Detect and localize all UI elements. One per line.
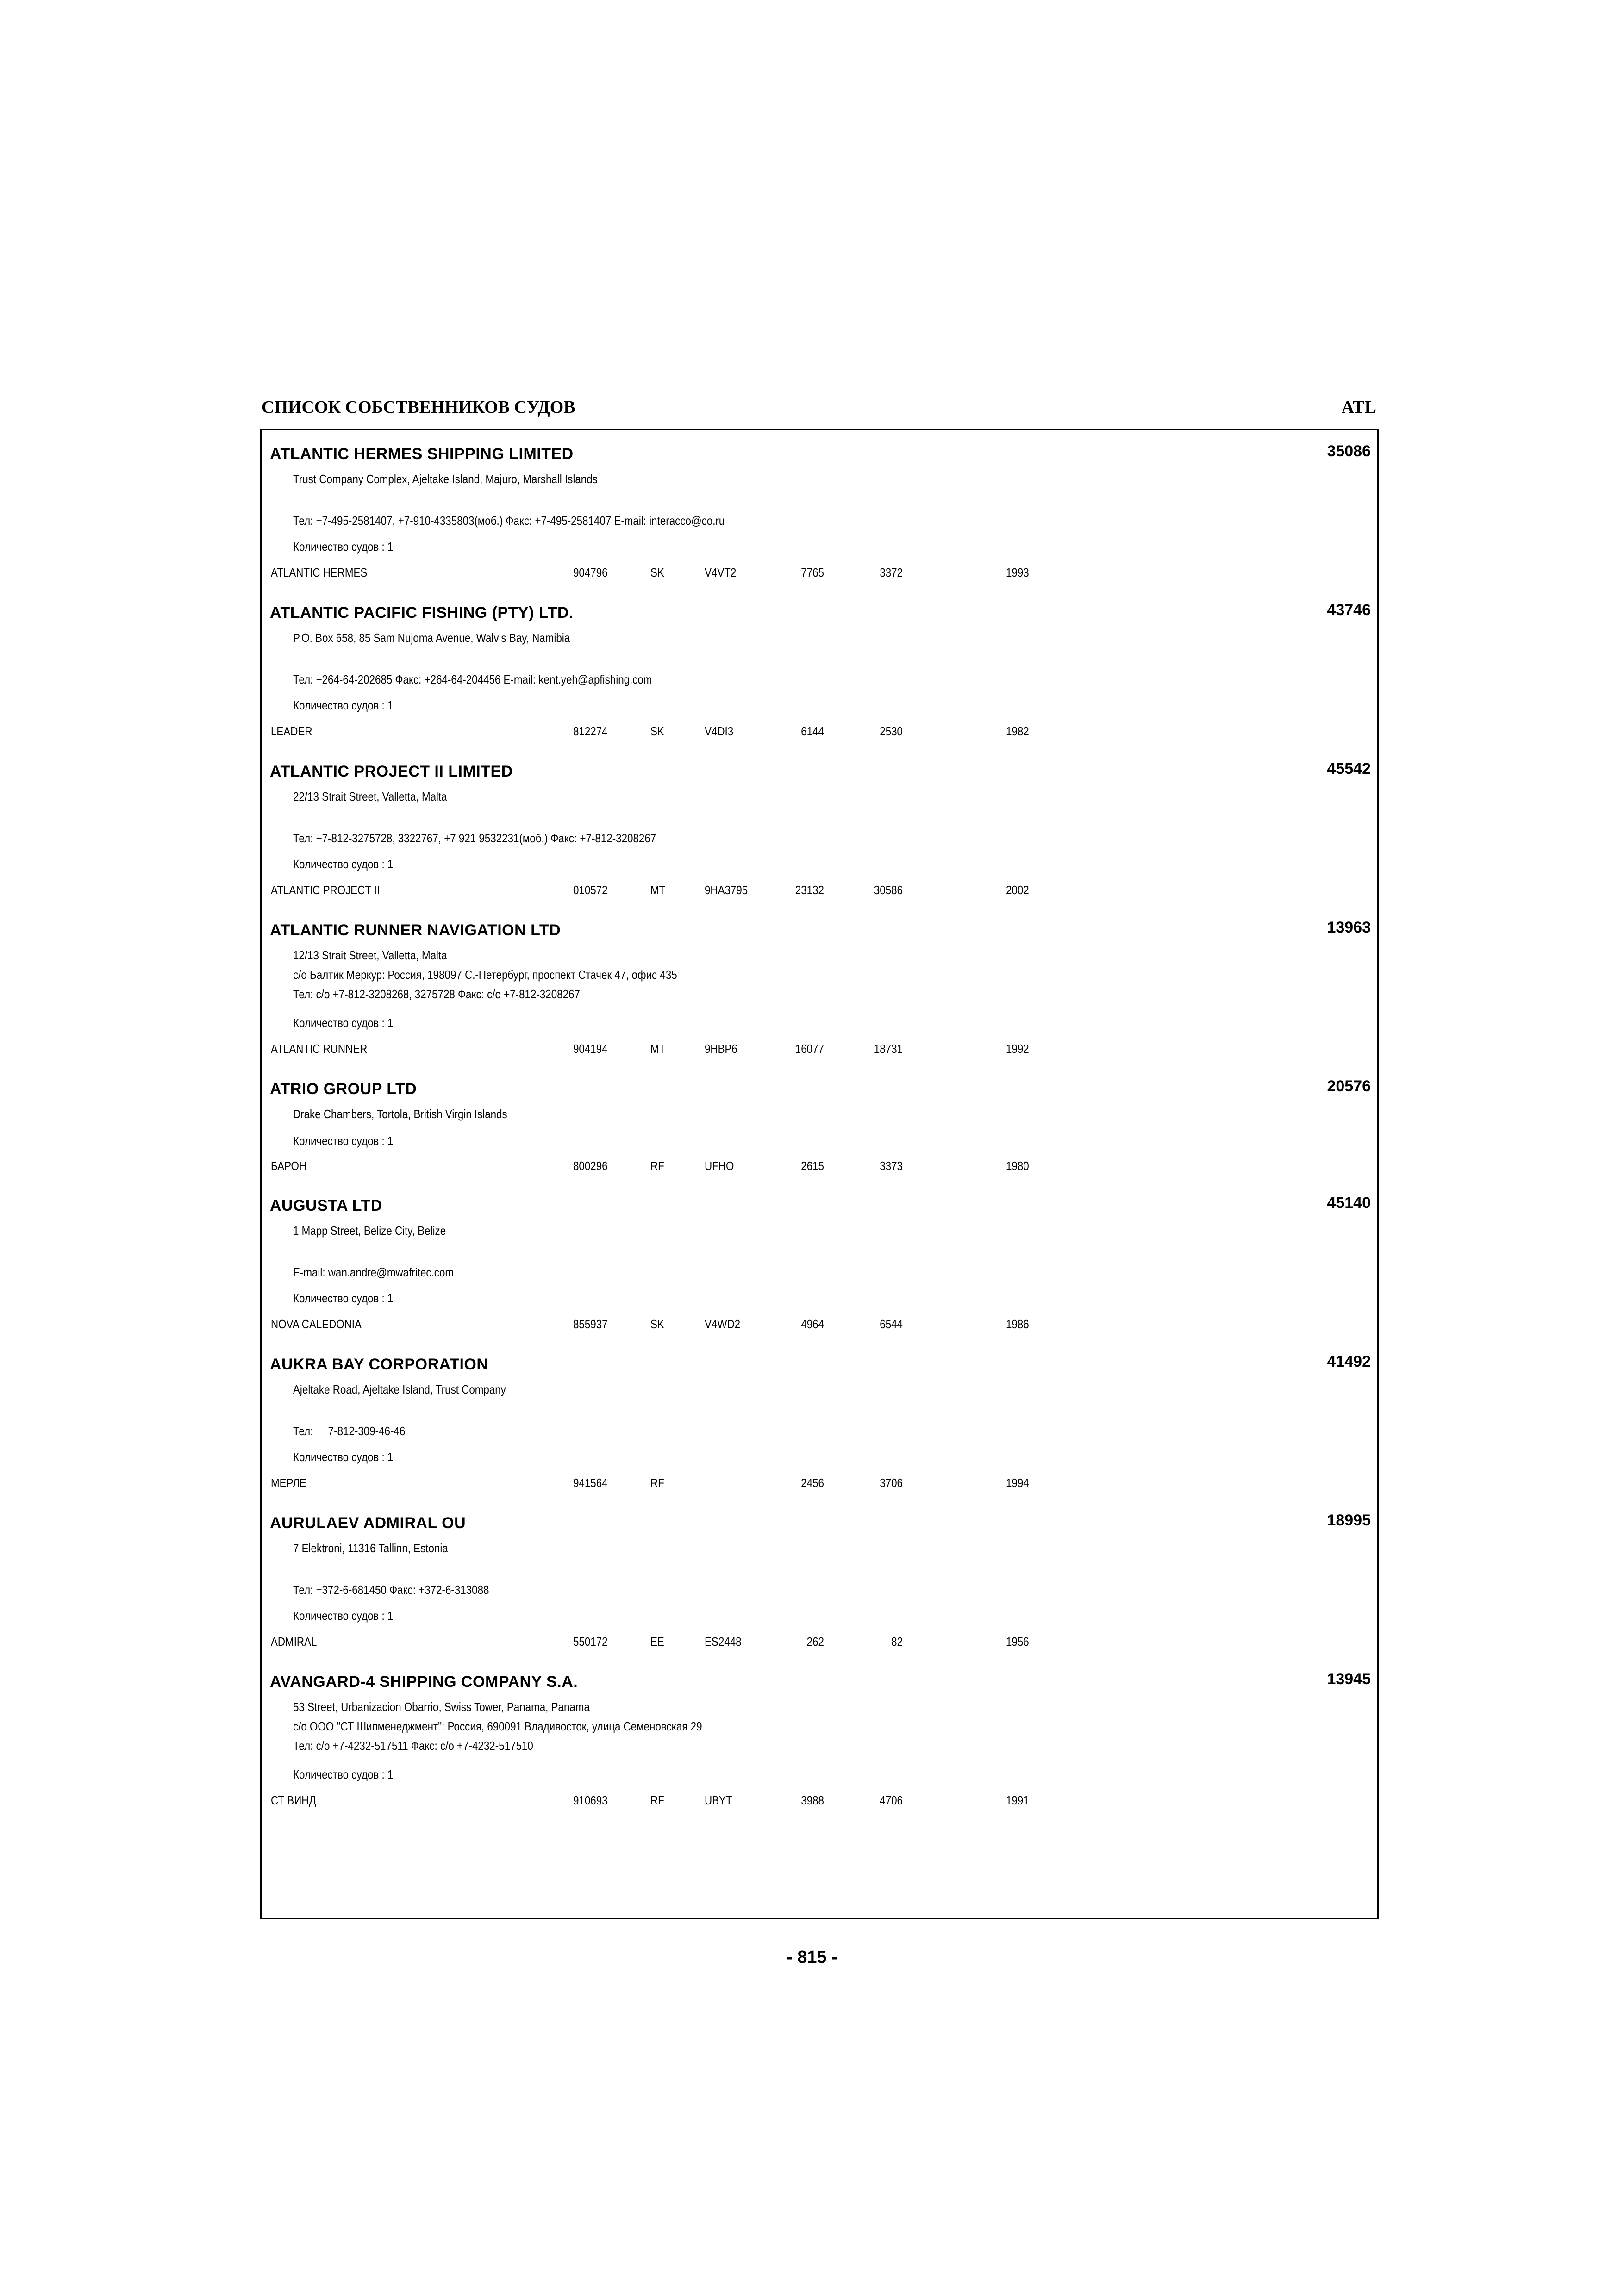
ship-flag: SK: [650, 566, 664, 579]
owner-id: 18995: [1327, 1512, 1371, 1529]
owner-id: 13945: [1327, 1670, 1371, 1688]
ship-flag: EE: [650, 1635, 664, 1649]
ship-row: [262, 1317, 1377, 1332]
ship-callsign: 9HA3795: [705, 883, 748, 897]
ship-tonnage: 16077: [795, 1042, 824, 1056]
ship-name: ATLANTIC RUNNER: [271, 1042, 368, 1056]
ship-flag: RF: [650, 1793, 664, 1807]
ship-deadweight: 82: [891, 1635, 903, 1649]
owner-address: 12/13 Strait Street, Valletta, Malta: [293, 948, 447, 962]
ship-number: 550172: [573, 1635, 608, 1649]
ship-row: [262, 1635, 1377, 1649]
ship-number: 812274: [573, 724, 608, 738]
ship-row: [262, 1042, 1377, 1057]
page-title: СПИСОК СОБСТВЕННИКОВ СУДОВ: [262, 398, 575, 417]
owner-id: 43746: [1327, 601, 1371, 619]
owner-name: ATRIO GROUP LTD: [270, 1080, 417, 1098]
ship-year: 1982: [1006, 724, 1029, 738]
vessel-count: Количество судов : 1: [293, 1134, 394, 1148]
vessel-count: Количество судов : 1: [293, 540, 394, 554]
owner-address: 1 Mapp Street, Belize City, Belize: [293, 1224, 446, 1238]
ship-tonnage: 23132: [795, 883, 824, 897]
owner-list-frame: [260, 429, 1379, 1919]
owner-contacts: Тел: +7-812-3275728, 3322767, +7 921 9532231(моб.) Факс: +7-812-3208267: [293, 831, 656, 845]
ship-tonnage: 2615: [801, 1159, 824, 1173]
ship-deadweight: 4706: [880, 1793, 903, 1807]
owner-name: ATLANTIC PROJECT II LIMITED: [270, 763, 513, 780]
ship-tonnage: 2456: [801, 1476, 824, 1490]
owner-contacts: Тел: +264-64-202685 Факс: +264-64-204456 E-mail: kent.yeh@apfishing.com: [293, 672, 652, 686]
owner-agent: c/o ООО "СТ Шипменеджмент": Россия, 690091 Владивосток, улица Семеновская 29: [293, 1719, 702, 1733]
vessel-count: Количество судов : 1: [293, 1609, 394, 1623]
ship-deadweight: 6544: [880, 1317, 903, 1331]
ship-deadweight: 2530: [880, 724, 903, 738]
ship-tonnage: 262: [806, 1635, 824, 1649]
ship-name: ADMIRAL: [271, 1635, 317, 1649]
owner-id: 41492: [1327, 1353, 1371, 1370]
ship-tonnage: 3988: [801, 1793, 824, 1807]
ship-year: 1992: [1006, 1042, 1029, 1056]
ship-name: МЕРЛЕ: [271, 1476, 306, 1490]
owner-id: 13963: [1327, 919, 1371, 936]
owner-name: AUGUSTA LTD: [270, 1197, 382, 1214]
ship-tonnage: 6144: [801, 724, 824, 738]
section-code: ATL: [1341, 398, 1376, 417]
page-number: - 815 -: [787, 1948, 837, 1967]
ship-row: [262, 1793, 1377, 1808]
vessel-count: Количество судов : 1: [293, 1016, 394, 1030]
ship-year: 1980: [1006, 1159, 1029, 1173]
ship-flag: RF: [650, 1476, 664, 1490]
owner-id: 45140: [1327, 1194, 1371, 1212]
ship-flag: MT: [650, 1042, 666, 1056]
ship-number: 904796: [573, 566, 608, 579]
ship-flag: RF: [650, 1159, 664, 1173]
ship-number: 904194: [573, 1042, 608, 1056]
ship-callsign: V4DI3: [705, 724, 734, 738]
ship-name: NOVA CALEDONIA: [271, 1317, 362, 1331]
ship-deadweight: 3373: [880, 1159, 903, 1173]
owner-name: ATLANTIC PACIFIC FISHING (PTY) LTD.: [270, 604, 574, 622]
owner-id: 35086: [1327, 442, 1371, 460]
owner-name: ATLANTIC HERMES SHIPPING LIMITED: [270, 445, 574, 463]
ship-year: 1986: [1006, 1317, 1029, 1331]
ship-deadweight: 3372: [880, 566, 903, 579]
vessel-count: Количество судов : 1: [293, 1291, 394, 1305]
owner-address: 53 Street, Urbanizacion Obarrio, Swiss Tower, Panama, Panama: [293, 1700, 590, 1714]
ship-callsign: 9HBP6: [705, 1042, 737, 1056]
owner-contacts: Тел: +372-6-681450 Факс: +372-6-313088: [293, 1583, 489, 1597]
ship-row: [262, 566, 1377, 580]
ship-callsign: ES2448: [705, 1635, 742, 1649]
ship-flag: SK: [650, 1317, 664, 1331]
owner-address: Trust Company Complex, Ajeltake Island, Majuro, Marshall Islands: [293, 472, 598, 486]
ship-name: СТ ВИНД: [271, 1793, 316, 1807]
owner-name: ATLANTIC RUNNER NAVIGATION LTD: [270, 921, 561, 939]
ship-tonnage: 7765: [801, 566, 824, 579]
owner-contacts: Тел: +7-495-2581407, +7-910-4335803(моб.) Факс: +7-495-2581407 E-mail: interacco@co.ru: [293, 514, 725, 528]
ship-callsign: V4WD2: [705, 1317, 741, 1331]
ship-year: 1956: [1006, 1635, 1029, 1649]
owner-agent: c/o Балтик Меркур: Россия, 198097 С.-Петербург, проспект Стачек 47, офис 435: [293, 968, 677, 982]
ship-name: ATLANTIC PROJECT II: [271, 883, 380, 897]
ship-deadweight: 18731: [874, 1042, 903, 1056]
ship-tonnage: 4964: [801, 1317, 824, 1331]
ship-row: [262, 883, 1377, 898]
owner-address: Ajeltake Road, Ajeltake Island, Trust Company: [293, 1382, 506, 1396]
ship-number: 941564: [573, 1476, 608, 1490]
owner-contacts: Тел: c/o +7-4232-517511 Факс: c/o +7-4232-517510: [293, 1739, 533, 1753]
ship-deadweight: 3706: [880, 1476, 903, 1490]
ship-number: 910693: [573, 1793, 608, 1807]
ship-row: [262, 1476, 1377, 1491]
ship-callsign: UBYT: [705, 1793, 732, 1807]
vessel-count: Количество судов : 1: [293, 857, 394, 871]
vessel-count: Количество судов : 1: [293, 1767, 394, 1781]
ship-deadweight: 30586: [874, 883, 903, 897]
ship-year: 2002: [1006, 883, 1029, 897]
ship-year: 1994: [1006, 1476, 1029, 1490]
ship-year: 1991: [1006, 1793, 1029, 1807]
owner-address: P.O. Box 658, 85 Sam Nujoma Avenue, Walvis Bay, Namibia: [293, 631, 570, 645]
ship-name: БАРОН: [271, 1159, 307, 1173]
ship-flag: SK: [650, 724, 664, 738]
ship-year: 1993: [1006, 566, 1029, 579]
ship-name: LEADER: [271, 724, 312, 738]
owner-name: AURULAEV ADMIRAL OU: [270, 1514, 466, 1532]
ship-callsign: V4VT2: [705, 566, 737, 579]
ship-number: 855937: [573, 1317, 608, 1331]
ship-number: 010572: [573, 883, 608, 897]
vessel-count: Количество судов : 1: [293, 698, 394, 712]
ship-name: ATLANTIC HERMES: [271, 566, 368, 579]
owner-contacts: Тел: c/o +7-812-3208268, 3275728 Факс: c/o +7-812-3208267: [293, 987, 580, 1001]
owner-address: 22/13 Strait Street, Valletta, Malta: [293, 790, 447, 803]
owner-id: 45542: [1327, 760, 1371, 778]
ship-callsign: UFHO: [705, 1159, 734, 1173]
ship-row: [262, 724, 1377, 739]
owner-contacts: Тел: ++7-812-309-46-46: [293, 1424, 406, 1438]
ship-row: [262, 1159, 1377, 1174]
owner-contacts: E-mail: wan.andre@mwafritec.com: [293, 1265, 454, 1279]
owner-name: AVANGARD-4 SHIPPING COMPANY S.A.: [270, 1673, 578, 1691]
vessel-count: Количество судов : 1: [293, 1450, 394, 1464]
owner-id: 20576: [1327, 1077, 1371, 1095]
ship-flag: MT: [650, 883, 666, 897]
ship-number: 800296: [573, 1159, 608, 1173]
owner-name: AUKRA BAY CORPORATION: [270, 1356, 488, 1373]
owner-address: 7 Elektroni, 11316 Tallinn, Estonia: [293, 1541, 448, 1555]
owner-address: Drake Chambers, Tortola, British Virgin Islands: [293, 1107, 507, 1121]
